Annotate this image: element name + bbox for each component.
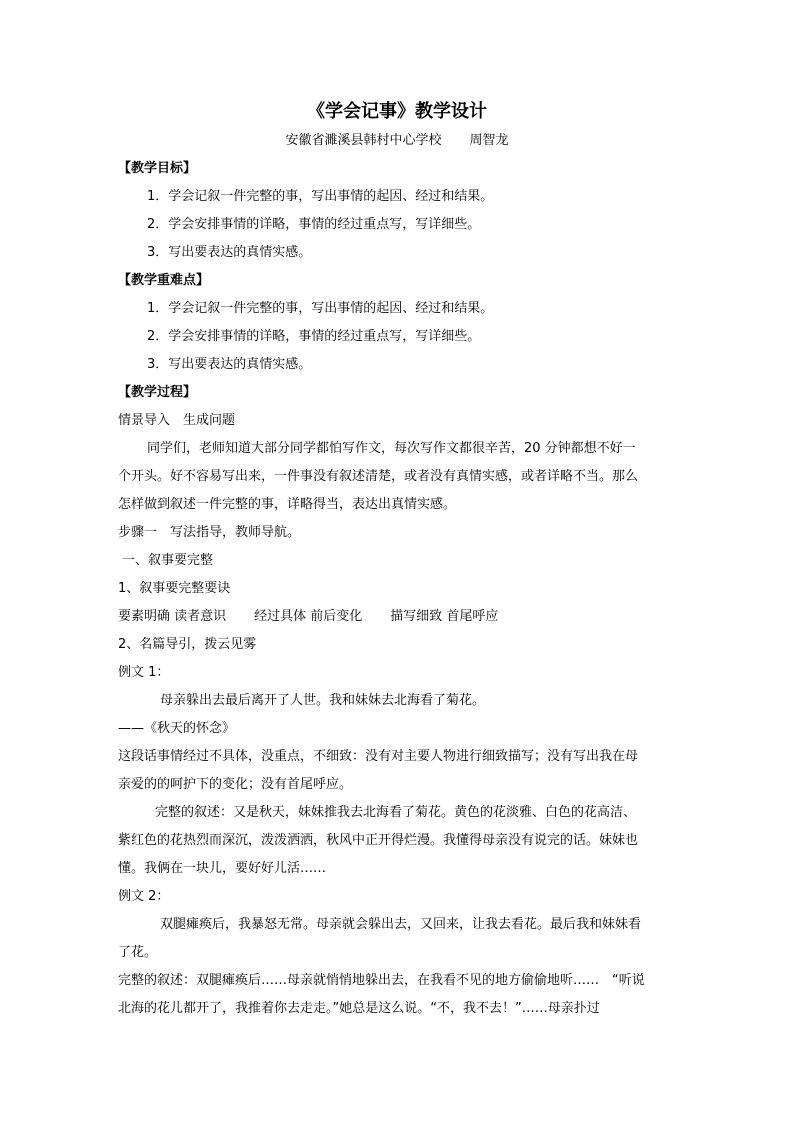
example-2-full-line: 北海的花儿都开了，我推着你去走走。”她总是这么说。“不，我不去！”……母亲扑过 (118, 1001, 600, 1016)
example-1-source: ——《秋天的怀念》 (118, 721, 236, 736)
tip-item: 描写细致 首尾呼应 (390, 609, 499, 624)
document-title: 《学会记事》教学设计 (307, 101, 487, 122)
example-1-comment-line: 这段话事情经过不具体，没重点，不细致：没有对主要人物进行细致描写；没有写出我在母 (118, 749, 639, 764)
author-name: 周智龙 (469, 133, 509, 148)
example-2-text-line: 了花。 (118, 945, 158, 960)
example-1-comment-line: 亲爱的的呵护下的变化；没有首尾呼应。 (118, 777, 353, 792)
goals-heading: 【教学目标】 (118, 161, 197, 176)
intro-paragraph-line: 个开头。好不容易写出来，一件事没有叙述清楚，或者没有真情实感，或者详略不当。那么 (118, 469, 639, 484)
intro-paragraph-line: 怎样做到叙述一件完整的事，详略得当，表达出真情实感。 (118, 497, 457, 512)
intro-paragraph-line: 同学们，老师知道大部分同学都怕写作文，每次写作文都很辛苦，20 分钟都想不好一 (147, 441, 636, 456)
subheading-tips: 1、叙事要完整要诀 (118, 581, 231, 596)
keypoint-item: 3．写出要表达的真情实感。 (147, 357, 312, 372)
intro-title: 情景导入 生成问题 (118, 413, 236, 428)
process-heading: 【教学过程】 (118, 385, 197, 400)
example-1-text: 母亲躲出去最后离开了人世。我和妹妹去北海看了菊花。 (160, 693, 486, 708)
example-2-label: 例文 2： (118, 889, 170, 904)
keypoint-item: 1．学会记叙一件完整的事，写出事情的起因、经过和结果。 (147, 301, 494, 316)
tips-row (118, 609, 498, 625)
example-1-full-line: 紫红色的花热烈而深沉，泼泼洒洒，秋风中正开得烂漫。我懂得母亲没有说完的话。妹妹也 (118, 833, 639, 848)
subheading-examples: 2、名篇导引，拨云见雾 (118, 637, 257, 652)
example-1-full-line: 懂。我俩在一块儿，要好好儿活…… (118, 861, 327, 876)
example-1-full-line: 完整的叙述：又是秋天，妹妹推我去北海看了菊花。黄色的花淡雅、白色的花高洁、 (155, 805, 637, 820)
goal-item: 1．学会记叙一件完整的事，写出事情的起因、经过和结果。 (147, 189, 494, 204)
keypoint-item: 2．学会安排事情的详略，事情的经过重点写，写详细些。 (147, 329, 481, 344)
keypoints-heading: 【教学重难点】 (118, 273, 210, 288)
step-one-heading: 步骤一 写法指导，教师导航。 (118, 525, 301, 540)
example-2-full-line: 完整的叙述：双腿瘫痪后……母亲就悄悄地躲出去，在我看不见的地方偷偷地听…… “听说 (118, 973, 645, 988)
tip-item: 经过具体 前后变化 (254, 609, 363, 624)
author-school: 安徽省濉溪县韩村中心学校 (285, 133, 442, 148)
subheading-complete-narration: 一、叙事要完整 (122, 553, 214, 568)
example-2-text-line: 双腿瘫痪后，我暴怒无常。母亲就会躲出去，又回来，让我去看花。最后我和妹妹看 (160, 917, 642, 932)
author-line (0, 133, 794, 149)
goal-item: 2．学会安排事情的详略，事情的经过重点写，写详细些。 (147, 217, 481, 232)
goal-item: 3．写出要表达的真情实感。 (147, 245, 312, 260)
tip-item: 要素明确 读者意识 (118, 609, 227, 624)
example-1-label: 例文 1： (118, 665, 170, 680)
